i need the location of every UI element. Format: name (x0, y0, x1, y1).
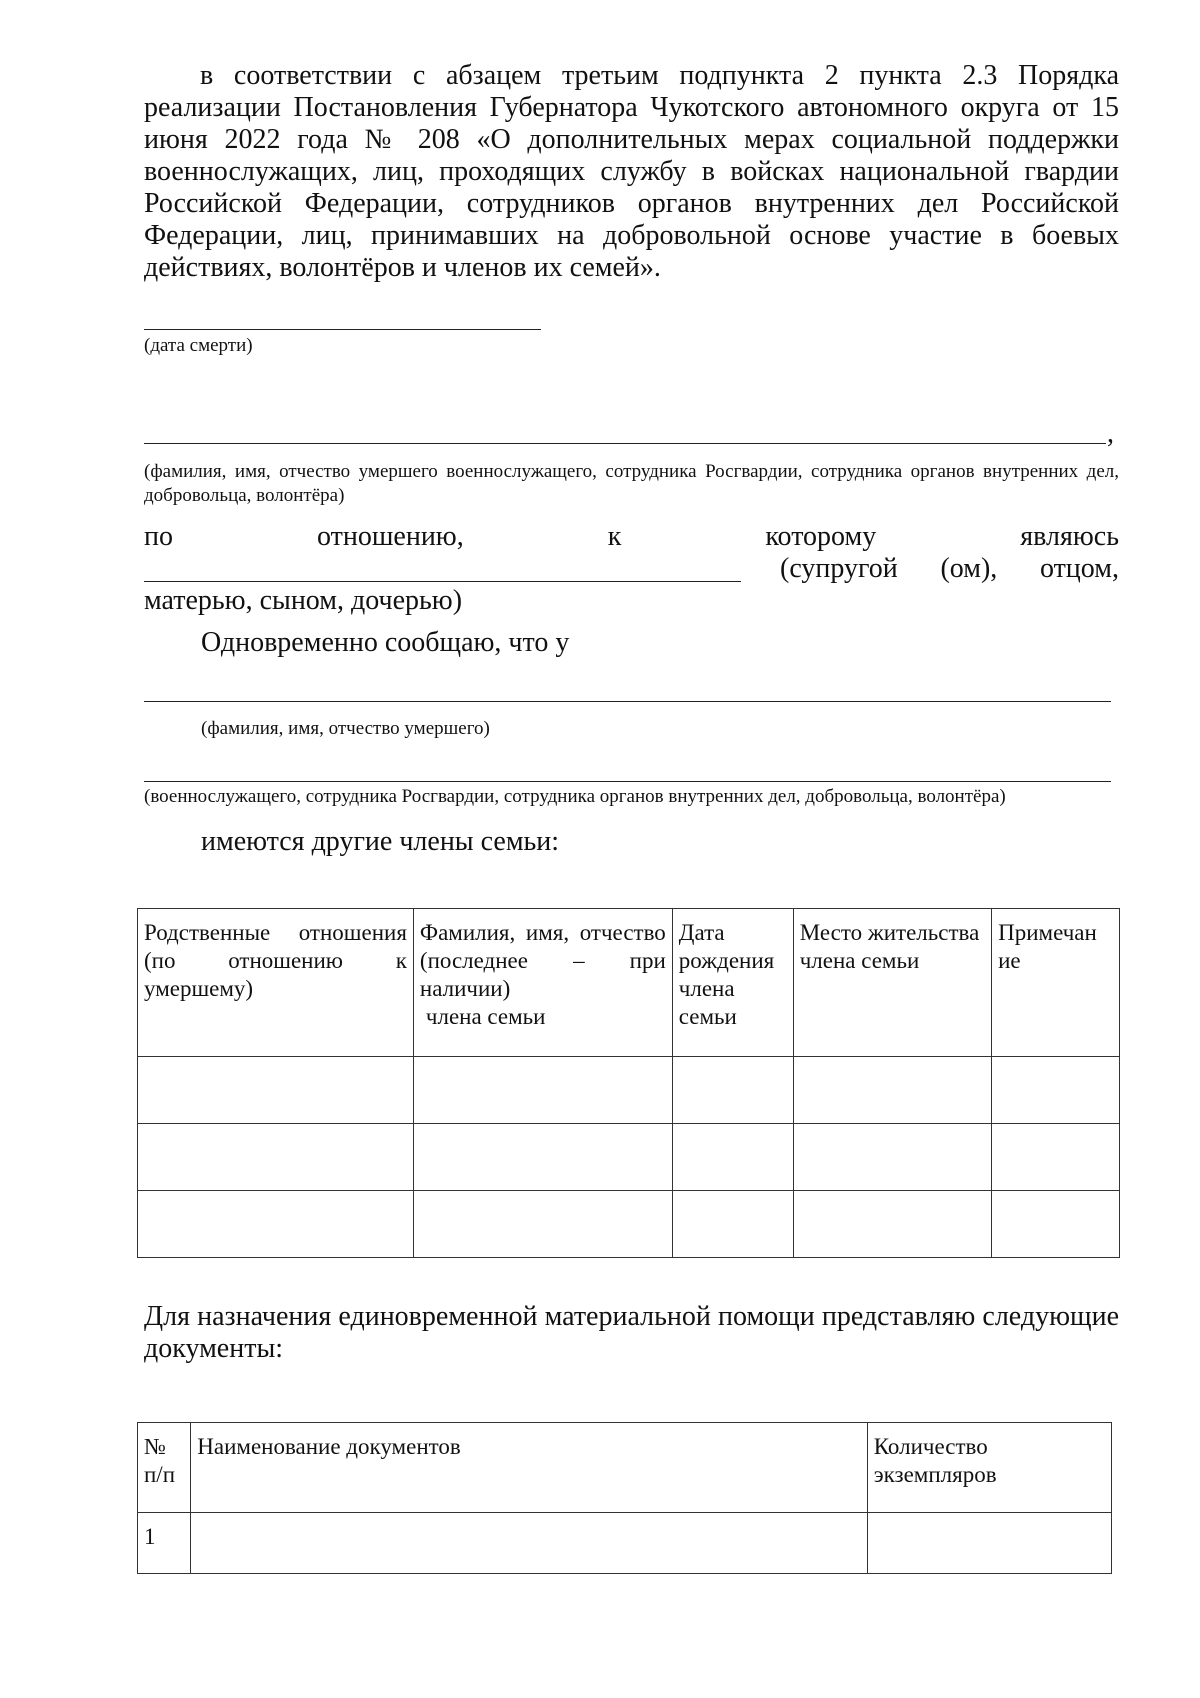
documents-paragraph: Для назначения единовременной материальной помощи представляю следующие документы: (144, 1301, 1119, 1364)
intro-text: в соответствии с абзацем третьим подпункта 2 пункта 2.3 Порядка реализации Постановления Губернатора Чукотского автономного округа от 15 июня 2022 года № 208 «О дополнительных мерах социальной поддержки военнослужащих, лиц, проходящих службу в войсках национальной гвардии Российской Федерации, сотрудников органов внутренних дел Российской Федерации, лиц, принимавших на добровольной основе участие в боевых действиях, волонтёров и членов их семей». (144, 60, 1119, 283)
deceased-name-line[interactable] (144, 443, 1106, 444)
table-cell[interactable] (992, 1124, 1120, 1191)
relation-word: по (144, 521, 173, 552)
also-text: Одновременно сообщаю, что у (201, 627, 570, 658)
family-header-name (413, 909, 672, 1057)
also-role-line[interactable] (144, 781, 1111, 782)
deceased-name-comma: , (1107, 418, 1114, 449)
relation-word: являюсь (1020, 521, 1119, 552)
deceased-name-caption: (фамилия, имя, отчество умершего военнослужащего, сотрудника Росгвардии, сотрудника органов внутренних дел, добровольца, волонтёра) (144, 461, 1119, 506)
table-cell[interactable] (672, 1057, 793, 1124)
docs-header-name: Наименование документов (191, 1423, 867, 1513)
table-cell: 1 (138, 1513, 191, 1574)
also-role-caption: (военнослужащего, сотрудника Росгвардии, сотрудника органов внутренних дел, добровольца, волонтёра) (144, 786, 1006, 807)
intro-paragraph (144, 60, 1119, 284)
relation-word: отношению, (317, 521, 464, 552)
documents-table-header (138, 1423, 1112, 1513)
table-cell[interactable] (138, 1191, 414, 1258)
relation-option-word: отцом, (1039, 553, 1119, 584)
relation-option-word: (ом), (940, 553, 998, 584)
relation-option-word: (супругой (780, 553, 898, 584)
relation-line-3: матерью, сыном, дочерью) (144, 585, 463, 616)
family-header-residence: Место жительства члена семьи (793, 909, 991, 1057)
table-row (138, 1124, 1120, 1191)
relation-line[interactable] (144, 581, 741, 582)
table-cell[interactable] (672, 1191, 793, 1258)
death-date-line[interactable] (144, 329, 541, 330)
table-cell[interactable] (992, 1057, 1120, 1124)
family-header-note: Примечан ие (992, 909, 1120, 1057)
relation-line-1 (144, 521, 1119, 553)
table-row (138, 1513, 1112, 1574)
relation-word: которому (765, 521, 877, 552)
table-cell[interactable] (867, 1513, 1111, 1574)
table-cell[interactable] (672, 1124, 793, 1191)
table-cell[interactable] (138, 1124, 414, 1191)
table-cell[interactable] (992, 1191, 1120, 1258)
relation-word: к (607, 521, 622, 552)
docs-header-count: Количество экземпляров (867, 1423, 1111, 1513)
also-name-caption: (фамилия, имя, отчество умершего) (201, 718, 490, 739)
docs-header-number: № п/п (138, 1423, 191, 1513)
family-table (137, 908, 1120, 1258)
also-name-line[interactable] (144, 701, 1111, 702)
table-cell[interactable] (793, 1124, 991, 1191)
relation-options (780, 553, 1119, 585)
table-cell[interactable] (793, 1191, 991, 1258)
documents-table (137, 1422, 1112, 1574)
family-header-name-text: Фамилия, имя, отчество (последнее – при наличии) (419, 920, 666, 1001)
death-date-caption: (дата смерти) (144, 335, 253, 356)
table-row (138, 1191, 1120, 1258)
table-cell[interactable] (138, 1057, 414, 1124)
also-tail: имеются другие члены семьи: (201, 826, 560, 857)
family-table-header (138, 909, 1120, 1057)
table-cell[interactable] (413, 1124, 672, 1191)
family-header-birthdate: Дата рождения члена семьи (672, 909, 793, 1057)
table-cell[interactable] (413, 1191, 672, 1258)
family-header-relation: Родственные отношения (по отношению к умершему) (138, 909, 414, 1057)
table-cell[interactable] (191, 1513, 867, 1574)
family-header-name-tail: члена семьи (425, 1004, 546, 1029)
table-cell[interactable] (793, 1057, 991, 1124)
table-cell[interactable] (413, 1057, 672, 1124)
table-row (138, 1057, 1120, 1124)
